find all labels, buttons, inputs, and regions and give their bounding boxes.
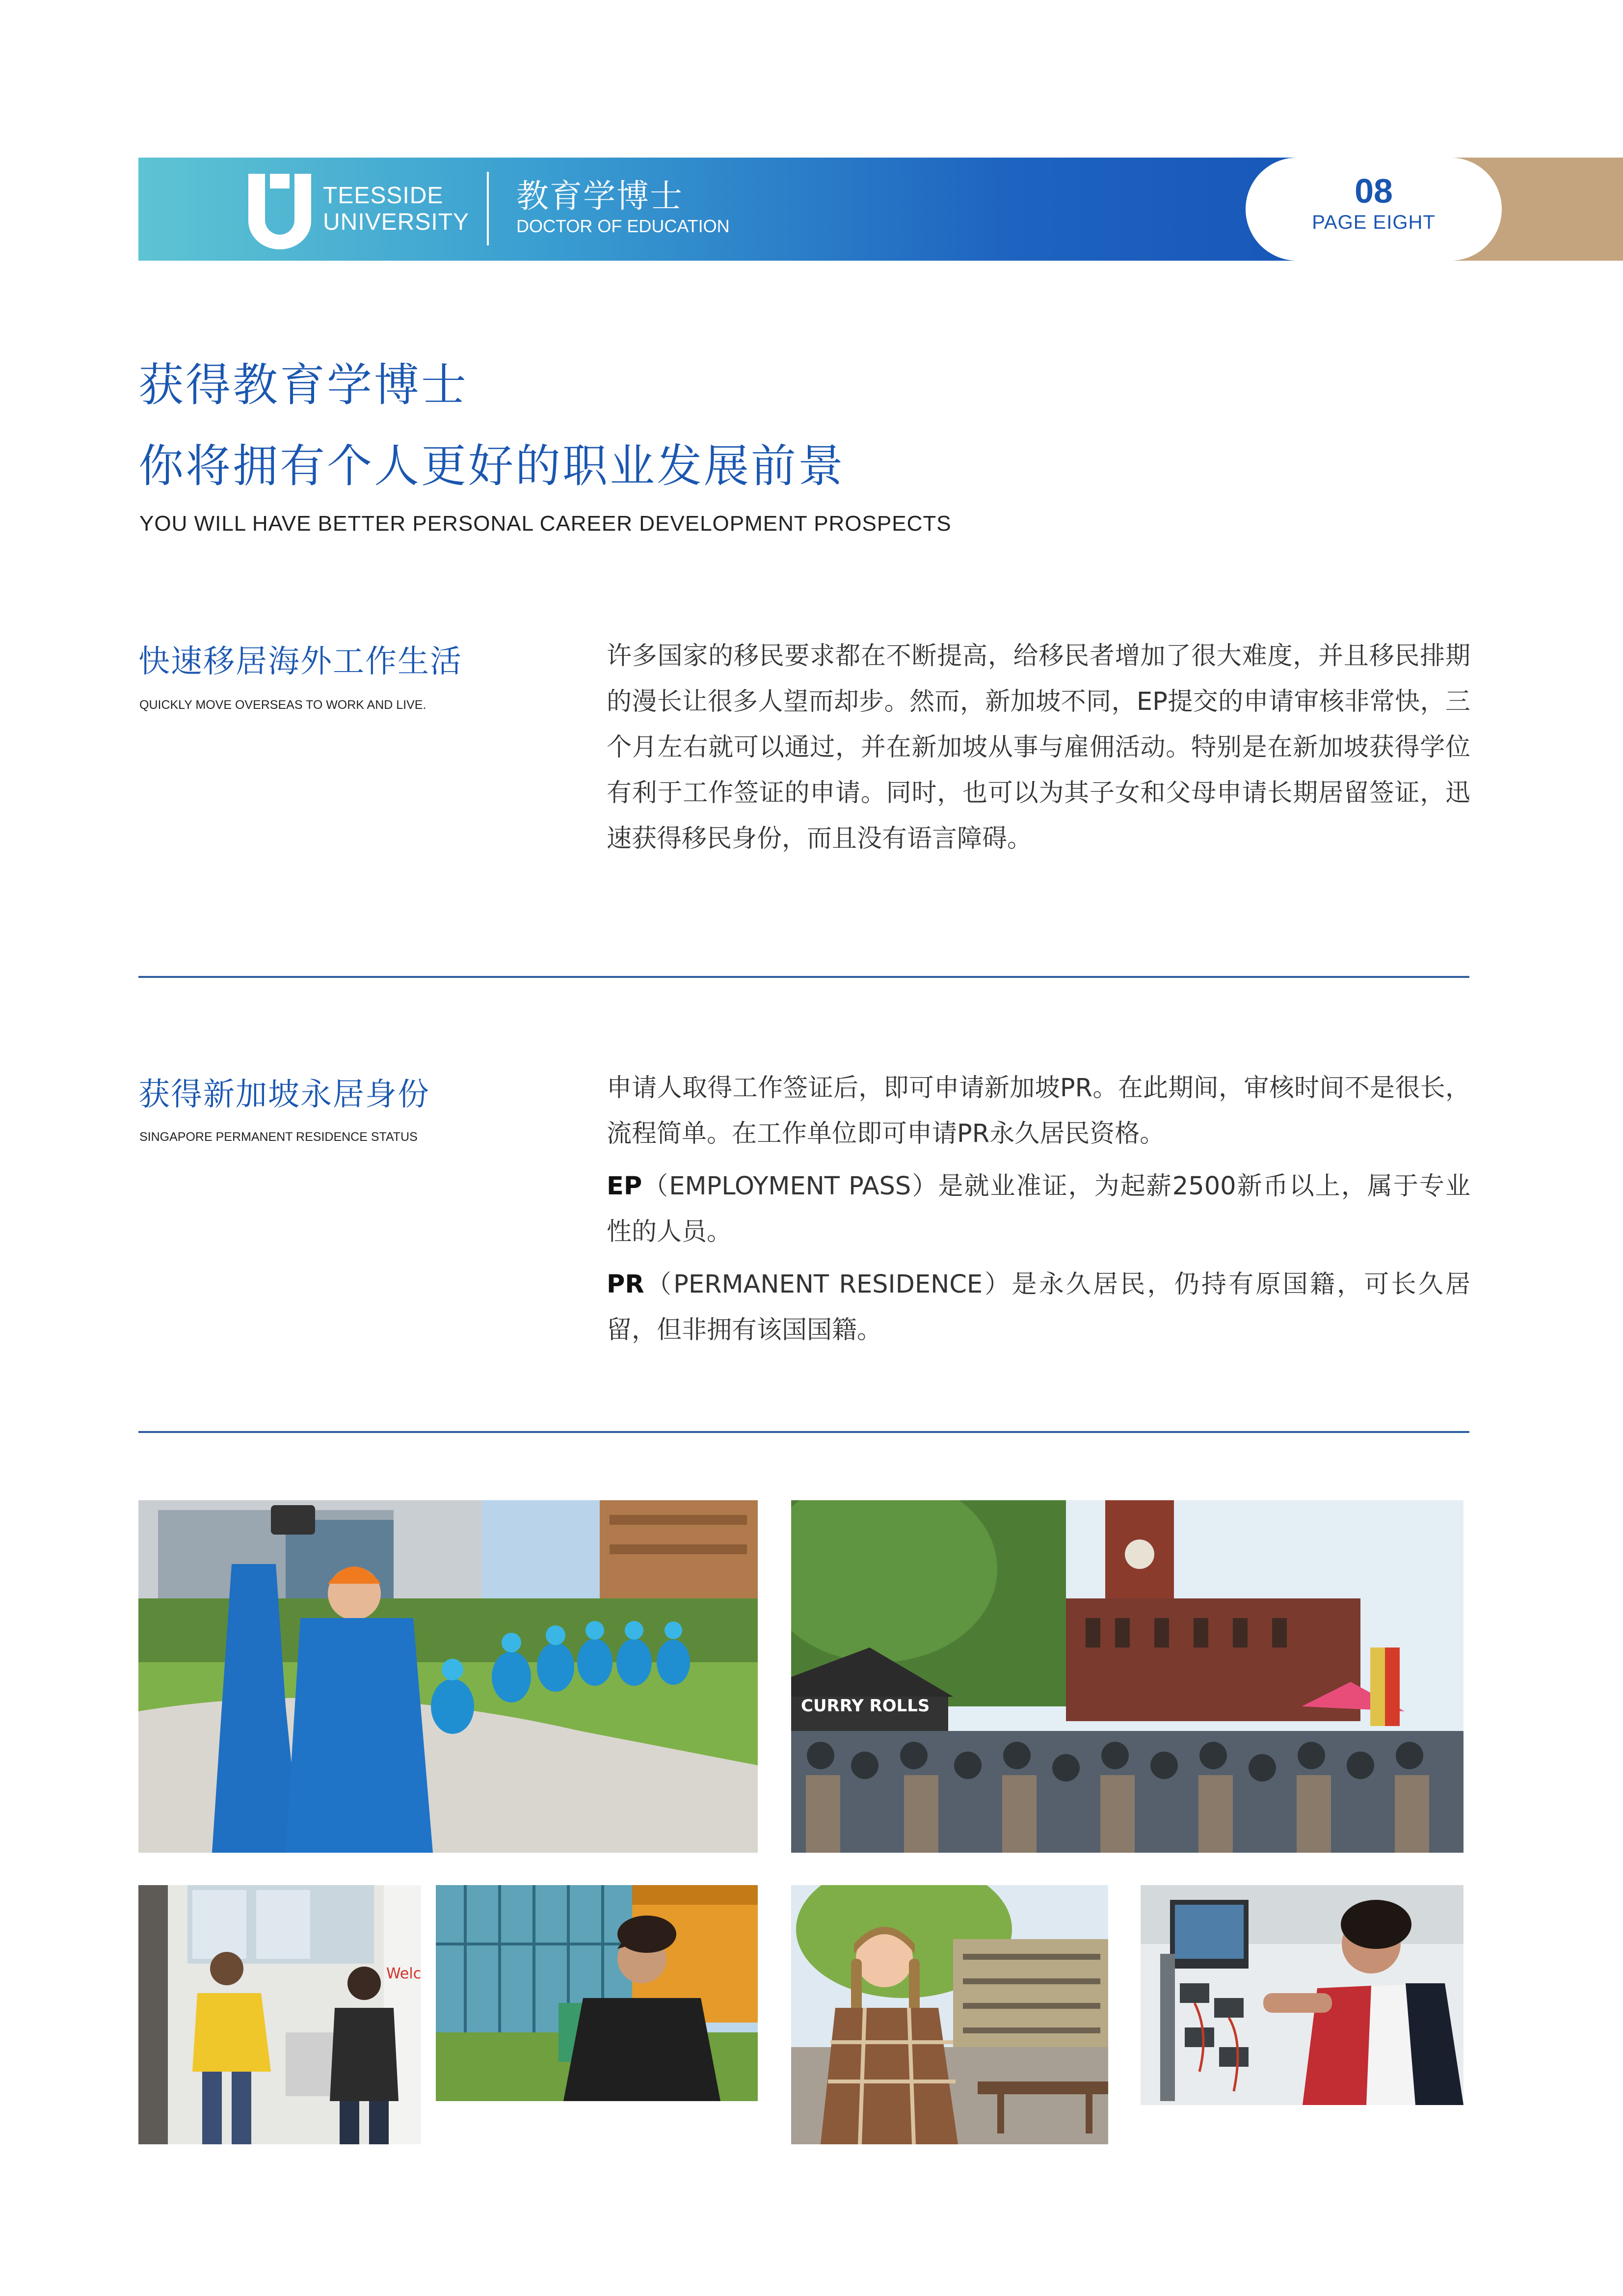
student-portrait-photo [791,1885,1108,2144]
pr-text: （PERMANENT RESIDENCE）是永久居民，仍持有原国籍，可长久居留，但非拥有该国国籍。 [607,1270,1470,1345]
program-name [516,177,730,237]
ep-definition [607,1163,1470,1255]
header-divider [487,172,489,245]
campus-festival-photo [791,1500,1463,1853]
university-name-line1: TEESSIDE [323,183,444,209]
university-name-line2: UNIVERSITY [323,209,470,235]
section-2-paragraph: 申请人取得工作签证后，即可申请新加坡PR。在此期间，审核时间不是很长，流程简单。在工作单位即可申请PR永久居民资格。 [607,1074,1470,1148]
section-1-subtitle: QUICKLY MOVE OVERSEAS TO WORK AND LIVE. [139,698,426,712]
page-word: PAGE EIGHT [1312,212,1436,233]
student-outdoor-photo [436,1885,758,2101]
festival-tent-label: CURRY ROLLS [801,1696,930,1716]
page-number: 08 [1355,172,1393,210]
program-name-en: DOCTOR OF EDUCATION [516,216,730,236]
program-name-cn: 教育学博士 [516,177,683,215]
section-2-title: 获得新加坡永居身份 [138,1077,430,1113]
student-lab-photo [1141,1885,1463,2105]
section-divider-1 [138,976,1469,978]
students-hallway-photo [138,1885,421,2144]
pr-term: PR [607,1270,644,1299]
pr-definition [607,1262,1470,1353]
section-1-title: 快速移居海外工作生活 [138,644,462,680]
page-title-english: YOU WILL HAVE BETTER PERSONAL CAREER DEVELOPMENT PROSPECTS [139,512,952,536]
welcome-sign-text: Welc [386,1965,421,1982]
ep-text: （EMPLOYMENT PASS）是就业准证，为起薪2500新币以上，属于专业性的人员。 [607,1172,1470,1246]
ep-term: EP [607,1172,642,1201]
students-selfie-photo [138,1500,758,1853]
section-1-paragraph: 许多国家的移民要求都在不断提高，给移民者增加了很大难度，并且移民排期的漫长让很多人望而却步。然而，新加坡不同，EP提交的申请审核非常快，三个月左右就可以通过，并在新加坡从事与雇佣活动。特别是在新加坡获得学位有利于工作签证的申请。同时，也可以为其子女和父母申请长期居留签证，迅速获得移民身份，而且没有语言障碍。 [607,642,1470,853]
section-2-body [607,1065,1470,1353]
university-logo-icon [245,171,314,249]
page-number-badge [1246,158,1502,261]
page-title-line2: 你将拥有个人更好的职业发展前景 [138,440,846,492]
university-name [323,183,469,236]
section-2-subtitle: SINGAPORE PERMANENT RESIDENCE STATUS [139,1130,418,1144]
section-divider-2 [138,1431,1469,1433]
section-1-body [607,633,1470,862]
page-title-line1: 获得教育学博士 [138,359,469,411]
